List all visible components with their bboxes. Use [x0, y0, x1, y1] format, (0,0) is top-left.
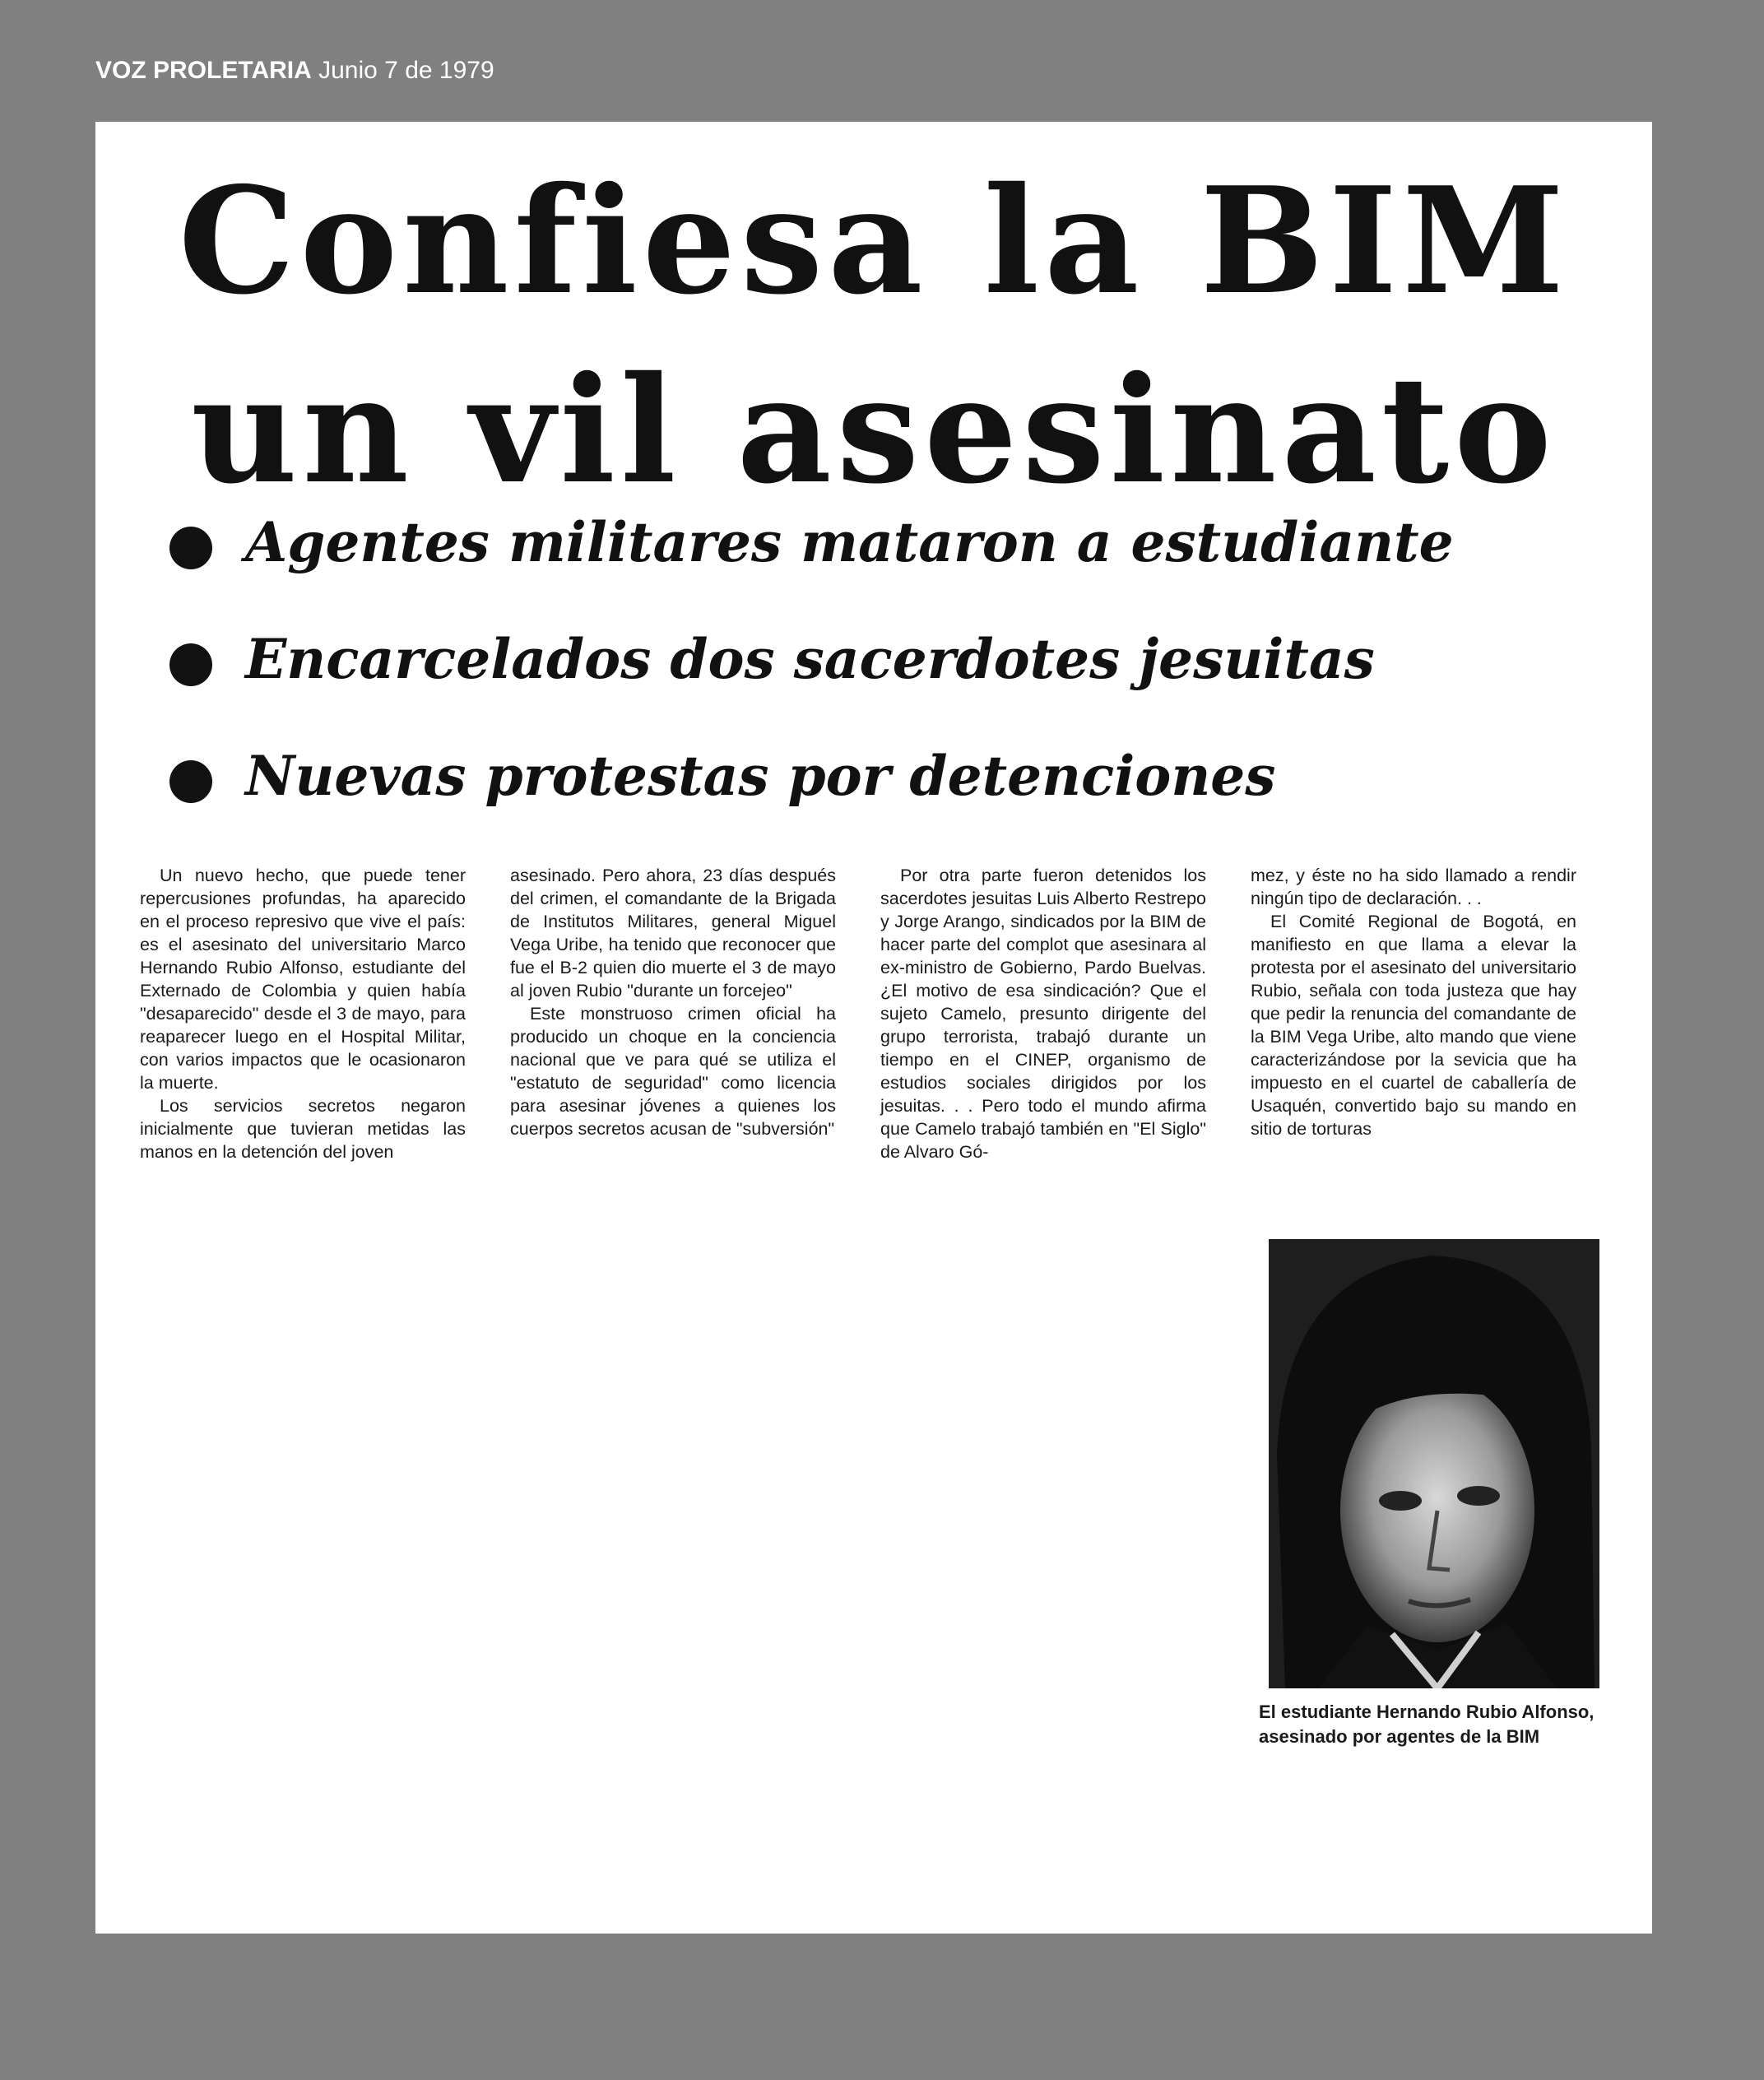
headline-line-1: Confiesa la BIM: [178, 155, 1570, 327]
subheadline-text: Agentes militares mataron a estudiante: [245, 510, 1454, 574]
paragraph: Los servicios secretos negaron inicialmente que tuvieran metidas las manos en la detención del joven: [140, 1096, 466, 1162]
bullet-dot-icon: [169, 527, 212, 569]
subheadline-text: Nuevas protestas por detenciones: [245, 744, 1276, 808]
article-column-4: [1251, 864, 1576, 1140]
student-photo: [1269, 1239, 1599, 1688]
article-column-3: [880, 864, 1206, 1163]
photo-caption: El estudiante Hernando Rubio Alfonso, asesinado por agentes de la BIM: [1259, 1702, 1595, 1747]
headline: [95, 146, 1652, 525]
headline-line-2: un vil asesinato: [191, 344, 1557, 516]
paragraph: mez, y éste no ha sido llamado a rendir ningún tipo de declaración. . .: [1251, 866, 1576, 908]
portrait-image: [1269, 1239, 1599, 1688]
subheadline-item: [169, 717, 1618, 834]
paragraph: El Comité Regional de Bogotá, en manifiesto en que llama a elevar la protesta por el asesinato del universitario Rubio, señala con toda justeza que hay que pedir la renuncia del comandante de la BIM Vega Uribe, alto mando que viene caracterizándose por la sevicia que ha impuesto en el cuartel de caballería de Usaquén, convertido bajo su mando en sitio de torturas: [1251, 912, 1576, 1139]
publication-date: Junio 7 de 1979: [318, 57, 494, 84]
source-line: [95, 54, 494, 87]
subheadline-text: Encarcelados dos sacerdotes jesuitas: [245, 627, 1375, 691]
publication-name: VOZ PROLETARIA: [95, 57, 312, 84]
article-column-1: [140, 864, 466, 1163]
paragraph: asesinado. Pero ahora, 23 días después del crimen, el comandante de la Brigada de Institutos Militares, general Miguel Vega Uribe, ha tenido que reconocer que fue el B-2 quien dio muerte el 3 de mayo al joven Rubio "durante un forcejeo": [510, 866, 836, 1001]
paragraph: Un nuevo hecho, que puede tener repercusiones profundas, ha aparecido en el proceso represivo que vive el país: es el asesinato del universitario Marco Hernando Rubio Alfonso, estudiante del Externado de Colombia y quien había "desaparecido" desde el 3 de mayo, para reaparecer luego en el Hospital Militar, con varios impactos que le ocasionaron la muerte.: [140, 866, 466, 1093]
subheadline-item: [169, 484, 1618, 601]
newspaper-clipping: [95, 122, 1652, 1934]
subheadline-item: [169, 601, 1618, 717]
subheadline-list: [169, 484, 1618, 834]
article-column-2: [510, 864, 836, 1140]
paragraph: Este monstruoso crimen oficial ha producido un choque en la conciencia nacional que ve para qué se utiliza el "estatuto de seguridad" como licencia para asesinar jóvenes a quienes los cuerpos secretos acusan de "subversión": [510, 1004, 836, 1139]
bullet-dot-icon: [169, 643, 212, 686]
bullet-dot-icon: [169, 760, 212, 803]
paragraph: Por otra parte fueron detenidos los sacerdotes jesuitas Luis Alberto Restrepo y Jorge Arango, sindicados por la BIM de hacer parte del complot que asesinara al ex-ministro de Gobierno, Pardo Buelvas. ¿El motivo de esa sindicación? Que el sujeto Camelo, presunto dirigente del grupo terrorista, trabajó durante un tiempo en el CINEP, organismo de estudios sociales dirigidos por los jesuitas. . . Pero todo el mundo afirma que Camelo trabajó también en "El Siglo" de Alvaro Gó-: [880, 866, 1206, 1162]
